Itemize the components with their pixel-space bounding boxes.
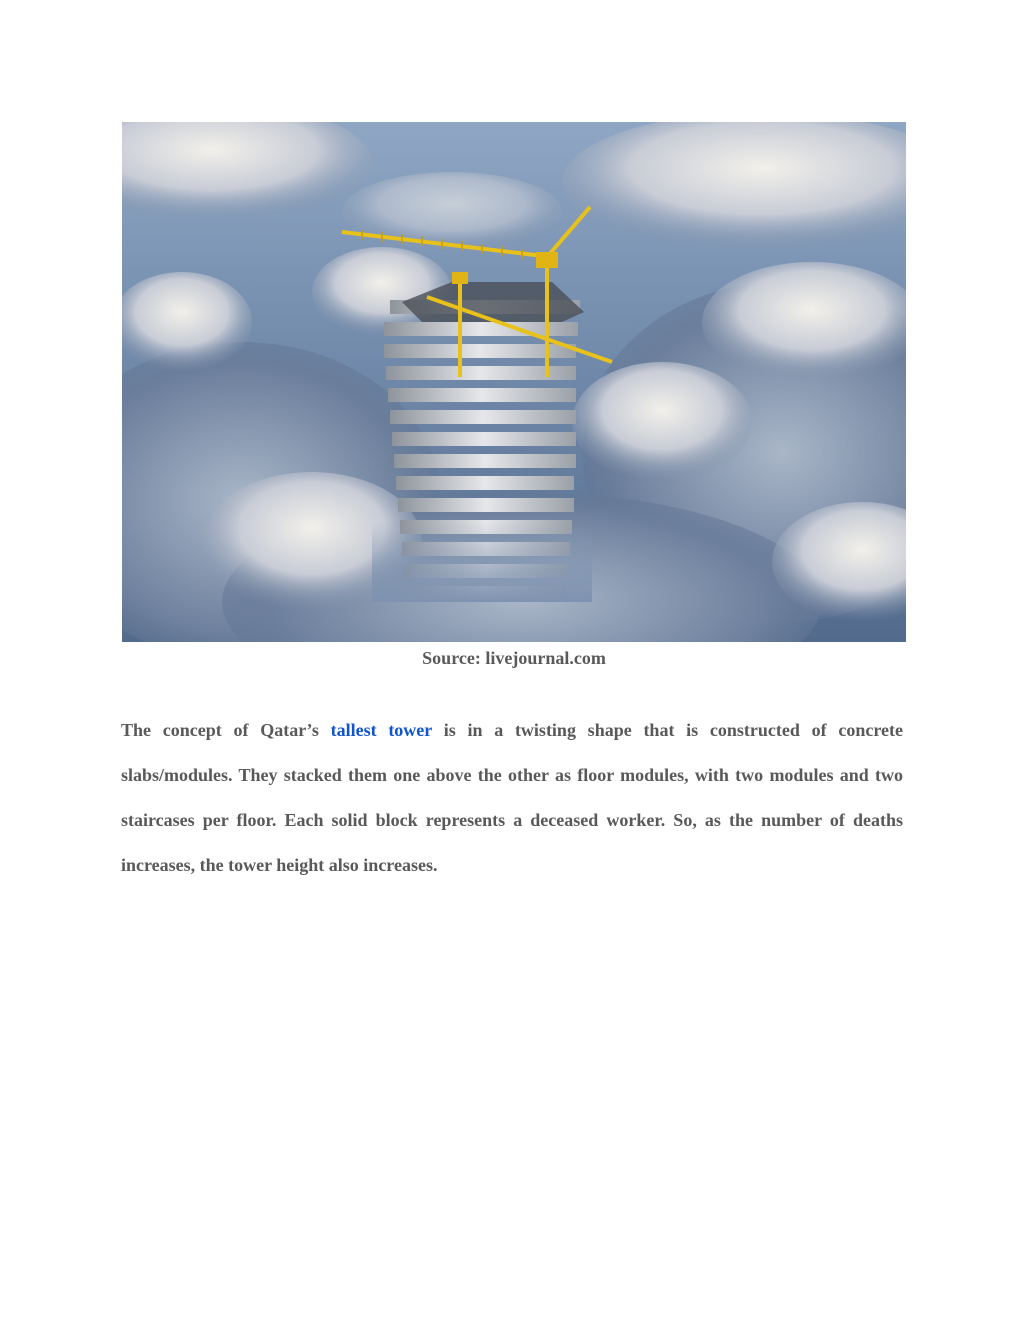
paragraph-text-after-link: is in a twisting shape that is constructed of concrete slabs/modules. They stacked them one above the other as floor modules, with two modules and two staircases per floor. Each solid block represents a deceased worker. So, as the number of deaths increases, the tower height also increases. bbox=[121, 720, 903, 875]
tower-photo bbox=[122, 122, 906, 642]
paragraph-text-before-link: The concept of Qatar’s bbox=[121, 720, 331, 740]
body-paragraph bbox=[121, 708, 903, 888]
image-caption: Source: livejournal.com bbox=[422, 648, 606, 668]
tallest-tower-link[interactable]: tallest tower bbox=[330, 720, 432, 740]
